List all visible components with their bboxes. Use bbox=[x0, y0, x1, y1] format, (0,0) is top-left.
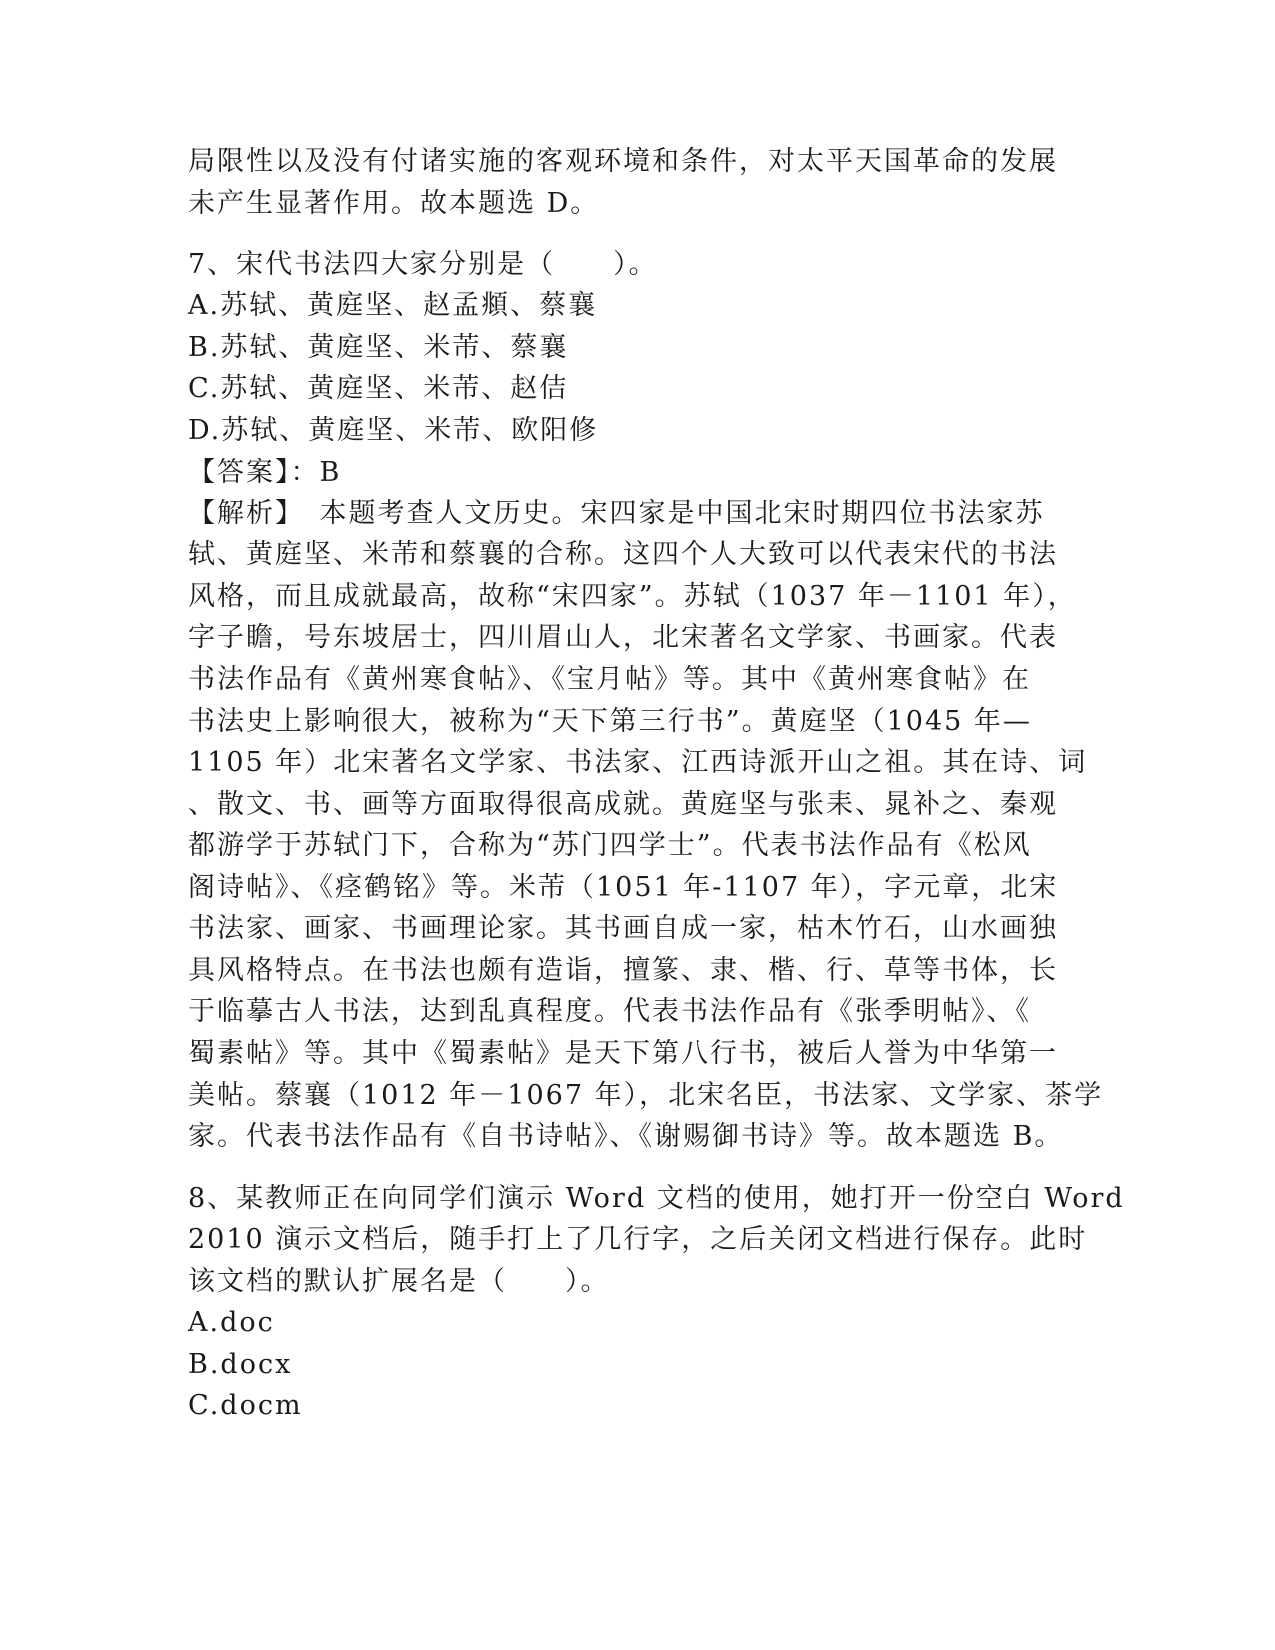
q7-question: 7、宋代书法四大家分别是（ ）。 bbox=[188, 249, 658, 280]
q7-option-d: D.苏轼、黄庭坚、米芾、欧阳修 bbox=[188, 415, 599, 446]
q7-analysis-line: 书法作品有《黄州寒食帖》、《宝月帖》等。其中《黄州寒食帖》在 bbox=[188, 664, 1031, 695]
q7-analysis-line: 美帖。蔡襄（1012 年－1067 年），北宋名臣，书法家、文学家、茶学 bbox=[188, 1080, 1104, 1111]
q7-option-a: A.苏轼、黄庭坚、赵孟頫、蔡襄 bbox=[188, 290, 598, 321]
q7-option-b: B.苏轼、黄庭坚、米芾、蔡襄 bbox=[188, 332, 569, 363]
intro-line: 未产生显著作用。故本题选 D。 bbox=[188, 188, 600, 219]
q7-analysis-line: 风格，而且成就最高，故称“宋四家”。苏轼（1037 年－1101 年）， bbox=[188, 581, 1077, 612]
q8-option-c: C.docm bbox=[188, 1390, 303, 1421]
intro-line: 局限性以及没有付诸实施的客观环境和条件，对太平天国革命的发展 bbox=[188, 146, 1058, 177]
q8-question-line: 该文档的默认扩展名是（ ）。 bbox=[188, 1266, 610, 1297]
q7-answer: 【答案】：B bbox=[188, 457, 342, 488]
q8-question-line: 8、某教师正在向同学们演示 Word 文档的使用，她打开一份空白 Word bbox=[188, 1183, 1125, 1214]
q7-analysis-line: 具风格特点。在书法也颇有造诣，擅篆、隶、楷、行、草等书体，长 bbox=[188, 955, 1058, 986]
q7-analysis-line: 字子瞻，号东坡居士，四川眉山人，北宋著名文学家、书画家。代表 bbox=[188, 622, 1058, 653]
q7-analysis-line: 都游学于苏轼门下，合称为“苏门四学士”。代表书法作品有《松风 bbox=[188, 830, 1032, 861]
q7-analysis-line: 家。代表书法作品有《自书诗帖》、《谢赐御书诗》等。故本题选 B。 bbox=[188, 1121, 1064, 1152]
q8-question-line: 2010 演示文档后，随手打上了几行字，之后关闭文档进行保存。此时 bbox=[188, 1224, 1088, 1255]
q7-analysis-line: 轼、黄庭坚、米芾和蔡襄的合称。这四个人大致可以代表宋代的书法 bbox=[188, 539, 1058, 570]
q8-option-b: B.docx bbox=[188, 1349, 293, 1380]
q7-analysis-line: 书法家、画家、书画理论家。其书画自成一家，枯木竹石，山水画独 bbox=[188, 913, 1058, 944]
q8-option-a: A.doc bbox=[188, 1307, 275, 1338]
q7-analysis-line: 1105 年）北宋著名文学家、书法家、江西诗派开山之祖。其在诗、词 bbox=[188, 747, 1088, 778]
q7-option-c: C.苏轼、黄庭坚、米芾、赵佶 bbox=[188, 373, 569, 404]
q7-analysis-line: 于临摹古人书法，达到乱真程度。代表书法作品有《张季明帖》、《 bbox=[188, 996, 1031, 1027]
q7-analysis-line: 蜀素帖》等。其中《蜀素帖》是天下第八行书，被后人誉为中华第一 bbox=[188, 1038, 1058, 1069]
q7-analysis-line: 阁诗帖》、《痉鹤铭》等。米芾（1051 年-1107 年），字元章，北宋 bbox=[188, 872, 1059, 903]
q7-analysis-line: 书法史上影响很大，被称为“天下第三行书”。黄庭坚（1045 年— bbox=[188, 706, 1032, 737]
q7-analysis-line: 【解析】 本题考查人文历史。宋四家是中国北宋时期四位书法家苏 bbox=[188, 498, 1045, 529]
q7-analysis-line: 、散文、书、画等方面取得很高成就。黄庭坚与张耒、晁补之、秦观 bbox=[188, 789, 1058, 820]
